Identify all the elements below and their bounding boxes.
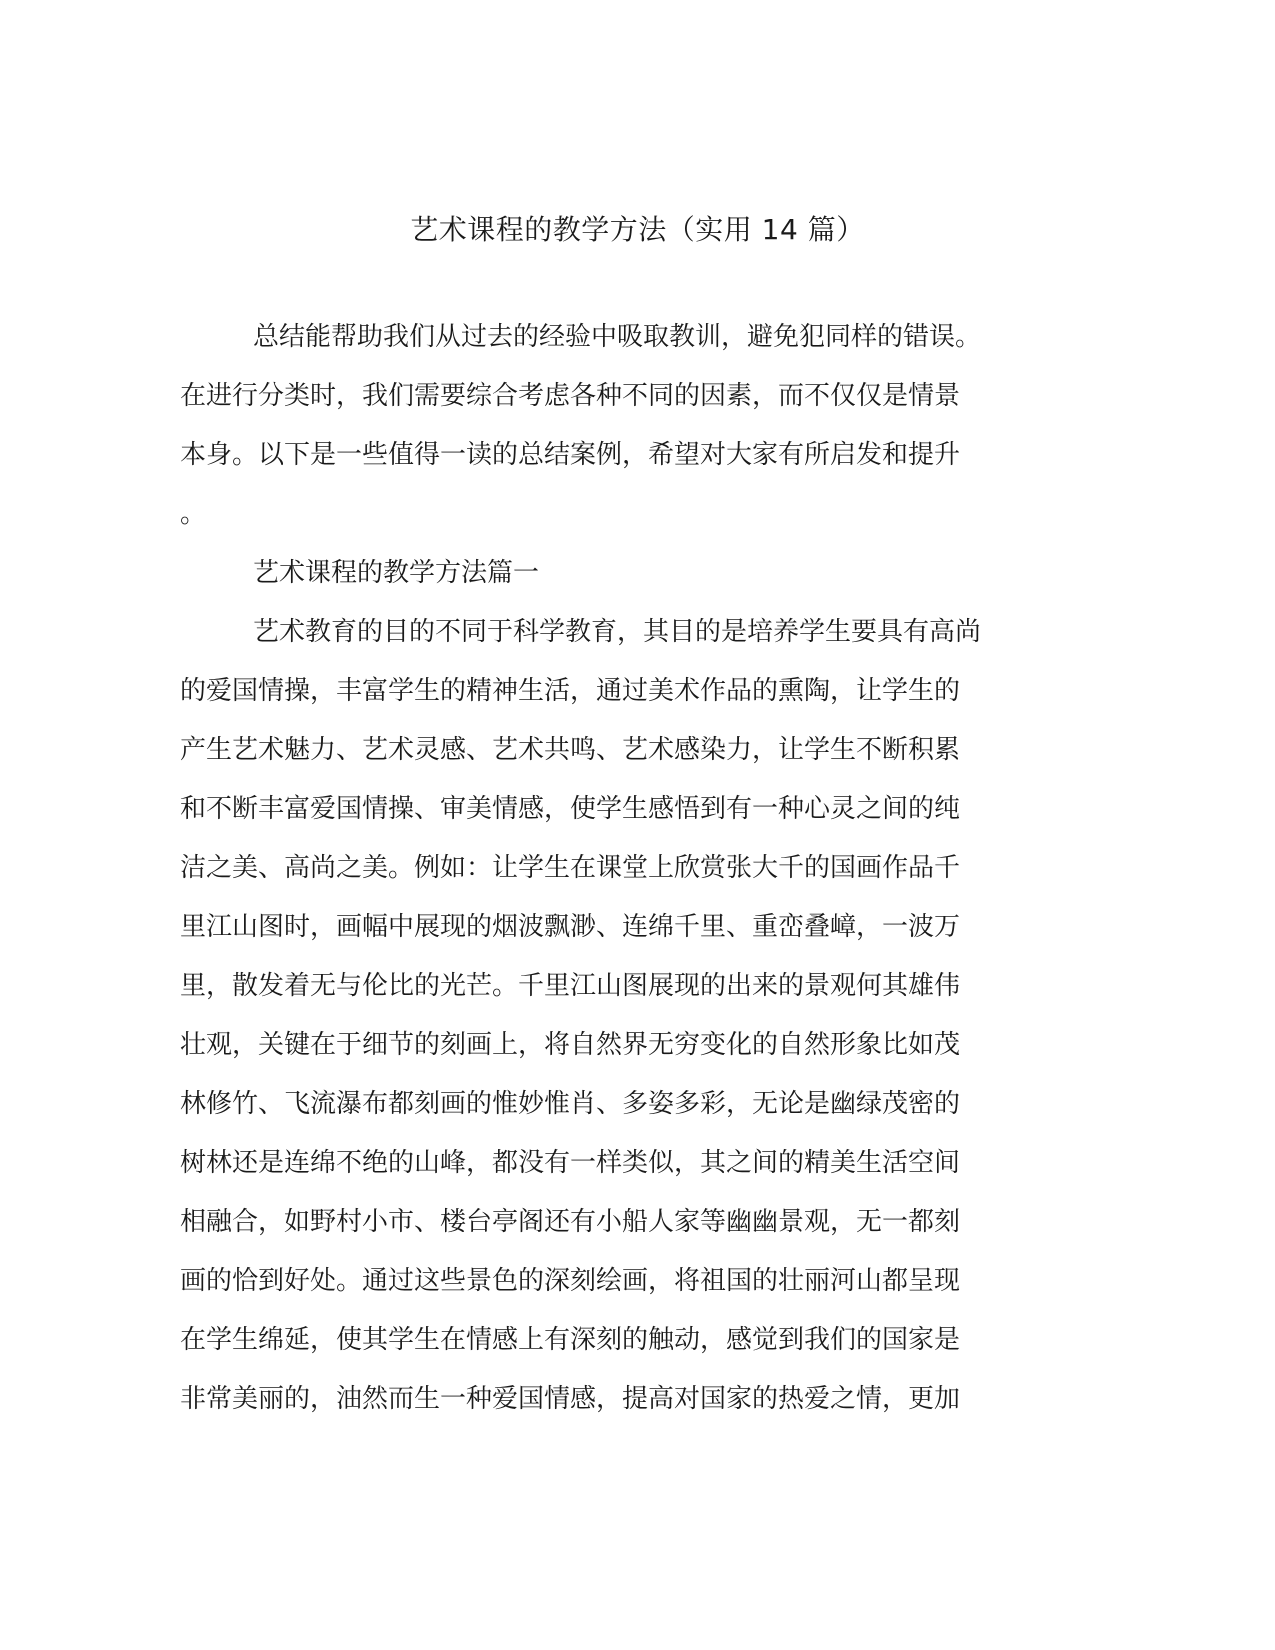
body-line: 壮观，关键在于细节的刻画上，将自然界无穷变化的自然形象比如茂 xyxy=(180,1030,961,1060)
body-line: 树林还是连绵不绝的山峰，都没有一样类似，其之间的精美生活空间 xyxy=(180,1148,961,1178)
body-line: 在学生绵延，使其学生在情感上有深刻的触动，感觉到我们的国家是 xyxy=(180,1325,961,1355)
body-line: 里江山图时，画幅中展现的烟波飘渺、连绵千里、重峦叠嶂，一波万 xyxy=(180,912,961,942)
intro-line: 本身。以下是一些值得一读的总结案例，希望对大家有所启发和提升 xyxy=(180,440,961,470)
body-line: 林修竹、飞流瀑布都刻画的惟妙惟肖、多姿多彩，无论是幽绿茂密的 xyxy=(180,1089,961,1119)
document-title: 艺术课程的教学方法（实用 14 篇） xyxy=(410,213,865,246)
section-heading: 艺术课程的教学方法篇一 xyxy=(253,558,540,588)
intro-line: 。 xyxy=(180,499,207,529)
body-line: 产生艺术魅力、艺术灵感、艺术共鸣、艺术感染力，让学生不断积累 xyxy=(180,735,961,765)
body-line: 里，散发着无与伦比的光芒。千里江山图展现的出来的景观何其雄伟 xyxy=(180,971,961,1001)
body-line: 相融合，如野村小市、楼台亭阁还有小船人家等幽幽景观，无一都刻 xyxy=(180,1207,961,1237)
body-line: 画的恰到好处。通过这些景色的深刻绘画，将祖国的壮丽河山都呈现 xyxy=(180,1266,961,1296)
body-line: 非常美丽的，油然而生一种爱国情感，提高对国家的热爱之情，更加 xyxy=(180,1384,961,1414)
body-line: 艺术教育的目的不同于科学教育，其目的是培养学生要具有高尚 xyxy=(253,617,982,647)
body-line: 的爱国情操，丰富学生的精神生活，通过美术作品的熏陶，让学生的 xyxy=(180,676,961,706)
body-line: 和不断丰富爱国情操、审美情感，使学生感悟到有一种心灵之间的纯 xyxy=(180,794,961,824)
body-line: 洁之美、高尚之美。例如：让学生在课堂上欣赏张大千的国画作品千 xyxy=(180,853,961,883)
intro-line: 在进行分类时，我们需要综合考虑各种不同的因素，而不仅仅是情景 xyxy=(180,381,961,411)
intro-line: 总结能帮助我们从过去的经验中吸取教训，避免犯同样的错误。 xyxy=(253,322,982,352)
